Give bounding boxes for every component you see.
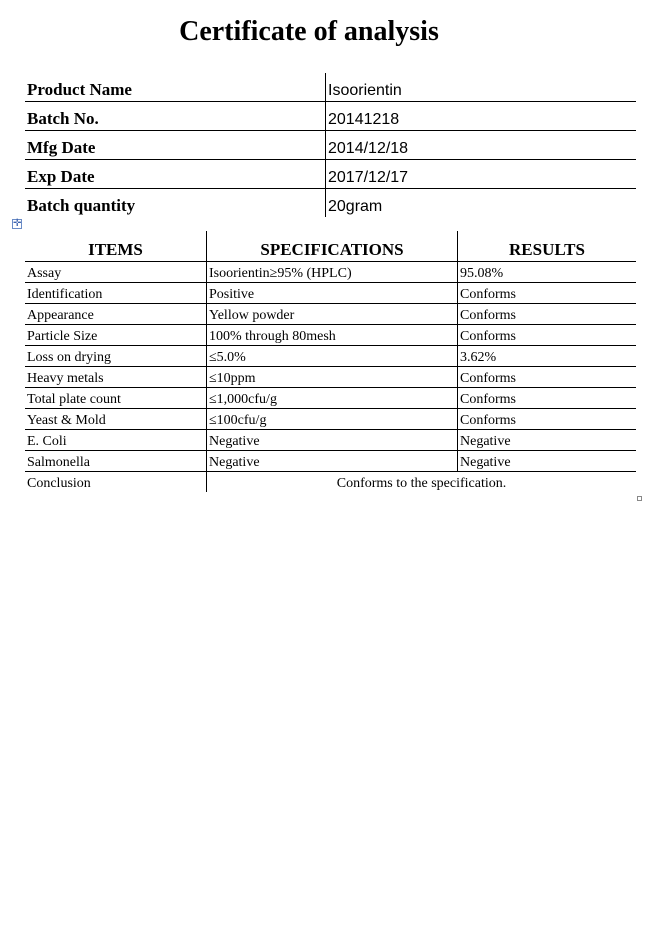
item-cell: Appearance xyxy=(25,304,207,325)
item-cell: Total plate count xyxy=(25,388,207,409)
info-label: Exp Date xyxy=(25,160,326,189)
spec-row xyxy=(25,346,636,367)
info-value: 20141218 xyxy=(326,102,637,131)
specification-table xyxy=(25,231,636,492)
document-title: Certificate of analysis xyxy=(179,16,439,47)
result-cell: Conforms xyxy=(458,283,637,304)
item-cell: Assay xyxy=(25,262,207,283)
item-cell: Particle Size xyxy=(25,325,207,346)
conclusion-row xyxy=(25,472,636,493)
conclusion-label: Conclusion xyxy=(27,476,91,491)
spec-header-row xyxy=(25,231,636,262)
product-info-table xyxy=(25,73,636,217)
item-cell: Salmonella xyxy=(25,451,207,472)
item-cell: Loss on drying xyxy=(25,346,207,367)
specification-cell: ≤100cfu/g xyxy=(207,409,458,430)
header-results: RESULTS xyxy=(458,231,637,262)
result-cell: Conforms xyxy=(458,409,637,430)
spec-row xyxy=(25,451,636,472)
item-cell: Identification xyxy=(25,283,207,304)
item-cell: E. Coli xyxy=(25,430,207,451)
spec-row xyxy=(25,388,636,409)
info-value: Isoorientin xyxy=(326,73,637,102)
info-value: 2014/12/18 xyxy=(326,131,637,160)
specification-cell: Yellow powder xyxy=(207,304,458,325)
info-row xyxy=(25,102,636,131)
result-cell: 3.62% xyxy=(458,346,637,367)
result-cell: Negative xyxy=(458,430,637,451)
header-specifications: SPECIFICATIONS xyxy=(207,231,458,262)
info-row xyxy=(25,189,636,218)
info-value: 20gram xyxy=(326,189,637,218)
specification-cell: Isoorientin≥95% (HPLC) xyxy=(207,262,458,283)
info-row xyxy=(25,73,636,102)
result-cell: Negative xyxy=(458,451,637,472)
item-cell: Heavy metals xyxy=(25,367,207,388)
info-label: Batch No. xyxy=(25,102,326,131)
result-cell: Conforms xyxy=(458,325,637,346)
specification-cell: ≤1,000cfu/g xyxy=(207,388,458,409)
specification-cell: ≤10ppm xyxy=(207,367,458,388)
conclusion-value: Conforms to the specification. xyxy=(207,472,637,493)
move-cross-icon[interactable]: ✛ xyxy=(13,218,22,229)
info-label: Batch quantity xyxy=(27,196,136,215)
resize-square-icon[interactable] xyxy=(637,496,642,501)
info-label: Mfg Date xyxy=(25,131,326,160)
info-row xyxy=(25,131,636,160)
spec-row xyxy=(25,283,636,304)
spec-row xyxy=(25,409,636,430)
item-cell: Yeast & Mold xyxy=(25,409,207,430)
specification-cell: 100% through 80mesh xyxy=(207,325,458,346)
header-items: ITEMS xyxy=(25,231,207,262)
spec-row xyxy=(25,325,636,346)
spec-row xyxy=(25,262,636,283)
specification-cell: Negative xyxy=(207,451,458,472)
info-value: 2017/12/17 xyxy=(326,160,637,189)
result-cell: Conforms xyxy=(458,388,637,409)
result-cell: 95.08% xyxy=(458,262,637,283)
result-cell: Conforms xyxy=(458,367,637,388)
specification-cell: Positive xyxy=(207,283,458,304)
specification-cell: ≤5.0% xyxy=(207,346,458,367)
spec-row xyxy=(25,304,636,325)
spec-row xyxy=(25,367,636,388)
result-cell: Conforms xyxy=(458,304,637,325)
specification-cell: Negative xyxy=(207,430,458,451)
info-row xyxy=(25,160,636,189)
info-label: Product Name xyxy=(25,73,326,102)
spec-row xyxy=(25,430,636,451)
